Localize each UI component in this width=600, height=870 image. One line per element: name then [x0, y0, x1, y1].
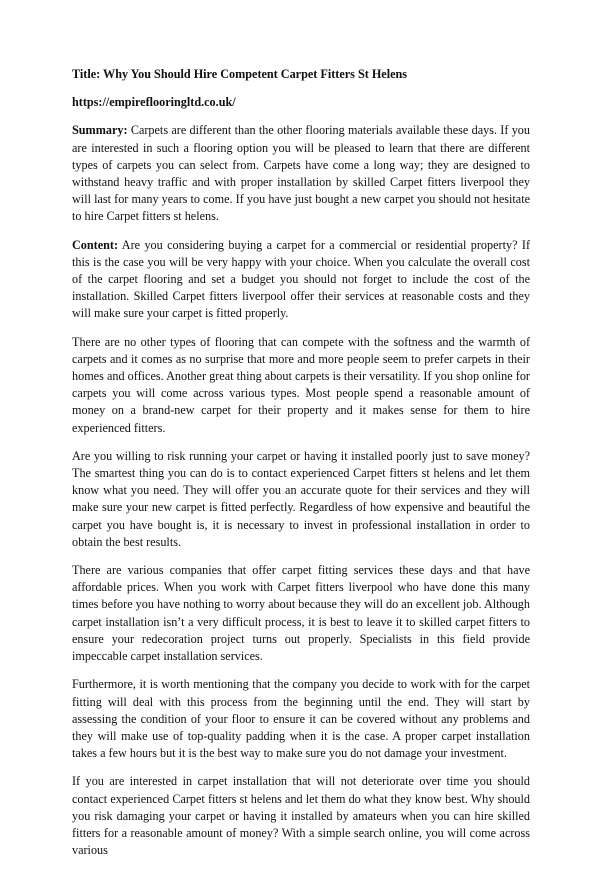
body-paragraph-3: There are various companies that offer carpet fitting services these days and that have affordable prices. When you work with Carpet fitters liverpool who have done this many times before you have nothing to worry about because they will do an excellent job. Although carpet installation isn’t a very difficult process, it is best to leave it to skilled carpet fitters to ensure your redecoration project turns out properly. Specialists in this field provide impeccable carpet installation services.	[72, 563, 530, 664]
summary-paragraph	[72, 122, 530, 225]
document-page	[72, 66, 530, 870]
summary-label: Summary:	[72, 123, 128, 138]
content-label: Content:	[72, 237, 119, 252]
content-text: Are you considering buying a carpet for a commercial or residential property? If this is the case you will be very happy with your choice. When you calculate the overall cost of the carpet flooring and set a budget you should not forget to include the cost of the installation. Skilled Carpet fitters liverpool offer their services at reasonable costs and they will make sure your carpet is fitted properly.	[72, 237, 530, 321]
summary-text: Carpets are different than the other flooring materials available these days. If you are interested in such a flooring option you will be pleased to learn that there are different types of carpets you can select from. Carpets have come a long way; they are designed to withstand heavy traffic and with proper installation by skilled Carpet fitters liverpool they will last for many years to come. If you have just bought a new carpet you should not hesitate to hire Carpet fitters st helens.	[72, 123, 530, 224]
body-paragraph-1: There are no other types of flooring that can compete with the softness and the warmth of carpets and it comes as no surprise that more and more people seem to prefer carpets in their homes and offices. Another great thing about carpets is their versatility. If you shop online for carpets you will come across various types. Most people spend a reasonable amount of money on a brand-new carpet for their property and it makes sense for them to hire experienced fitters.	[72, 334, 530, 435]
body-paragraph-5: If you are interested in carpet installation that will not deteriorate over time you should contact experienced Carpet fitters st helens and let them do what they know best. Why should you risk damaging your carpet or having it installed by amateurs when you can hire skilled fitters for a reasonable amount of money? With a simple search online, you will come across various	[72, 774, 530, 858]
website-url: https://empireflooringltd.co.uk/	[72, 95, 236, 110]
body-paragraph-4: Furthermore, it is worth mentioning that the company you decide to work with for the carpet fitting will deal with this process from the beginning until the end. They will start by assessing the condition of your floor to ensure it can be covered without any problems and they will make use of top-quality padding when it is the case. A proper carpet installation takes a few hours but it is the best way to make sure you do not damage your investment.	[72, 677, 530, 761]
content-paragraph	[72, 237, 530, 323]
document-title: Title: Why You Should Hire Competent Carpet Fitters St Helens	[72, 67, 408, 81]
body-paragraph-2: Are you willing to risk running your carpet or having it installed poorly just to save money? The smartest thing you can do is to contact experienced Carpet fitters st helens and let them know what you need. They will offer you an accurate quote for their services and they will make sure your new carpet is fitted perfectly. Regardless of how expensive and beautiful the carpet you have bought is, it is necessary to invest in professional installation in order to obtain the best results.	[72, 448, 530, 549]
